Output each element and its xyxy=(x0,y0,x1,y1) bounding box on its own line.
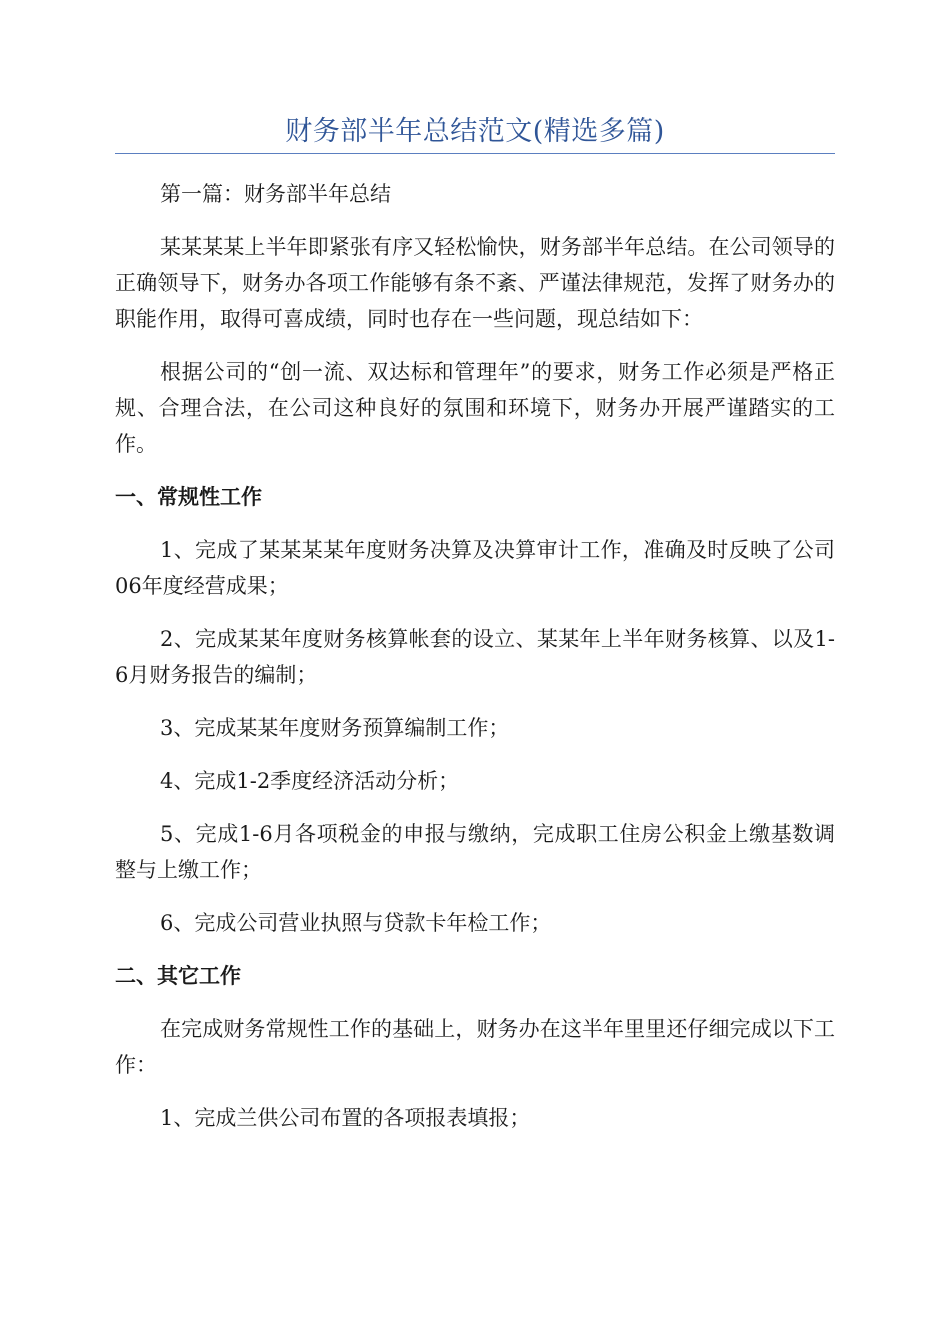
paragraph-other-work-intro: 在完成财务常规性工作的基础上，财务办在这半年里里还仔细完成以下工作： xyxy=(115,1017,835,1077)
list-item: 4、完成1-2季度经济活动分析； xyxy=(160,769,460,793)
heading-other-work: 二、其它工作 xyxy=(115,964,241,988)
list-item: 1、完成兰供公司布置的各项报表填报； xyxy=(160,1106,531,1130)
title-underline xyxy=(115,153,835,154)
paragraph-requirements: 根据公司的“创一流、双达标和管理年”的要求，财务工作必须是严格正规、合理合法，在公司这种良好的氛围和环境下，财务办开展严谨踏实的工作。 xyxy=(115,360,835,456)
list-item: 3、完成某某年度财务预算编制工作； xyxy=(160,716,510,740)
list-item: 6、完成公司营业执照与贷款卡年检工作； xyxy=(160,911,552,935)
heading-routine-work: 一、常规性工作 xyxy=(115,485,262,509)
document-title: 财务部半年总结范文(精选多篇) xyxy=(285,116,665,147)
list-item: 2、完成某某年度财务核算帐套的设立、某某年上半年财务核算、以及1-6月财务报告的编制； xyxy=(115,627,835,687)
paragraph-intro: 某某某某上半年即紧张有序又轻松愉快，财务部半年总结。在公司领导的正确领导下，财务办各项工作能够有条不紊、严谨法律规范，发挥了财务办的职能作用，取得可喜成绩，同时也存在一些问题，现总结如下： xyxy=(115,235,835,331)
list-item: 1、完成了某某某某年度财务决算及决算审计工作，准确及时反映了公司06年度经营成果； xyxy=(115,538,835,598)
document-body xyxy=(115,176,835,1153)
paragraph-section-label: 第一篇：财务部半年总结 xyxy=(160,182,391,206)
list-item: 5、完成1-6月各项税金的申报与缴纳，完成职工住房公积金上缴基数调整与上缴工作； xyxy=(115,822,835,882)
